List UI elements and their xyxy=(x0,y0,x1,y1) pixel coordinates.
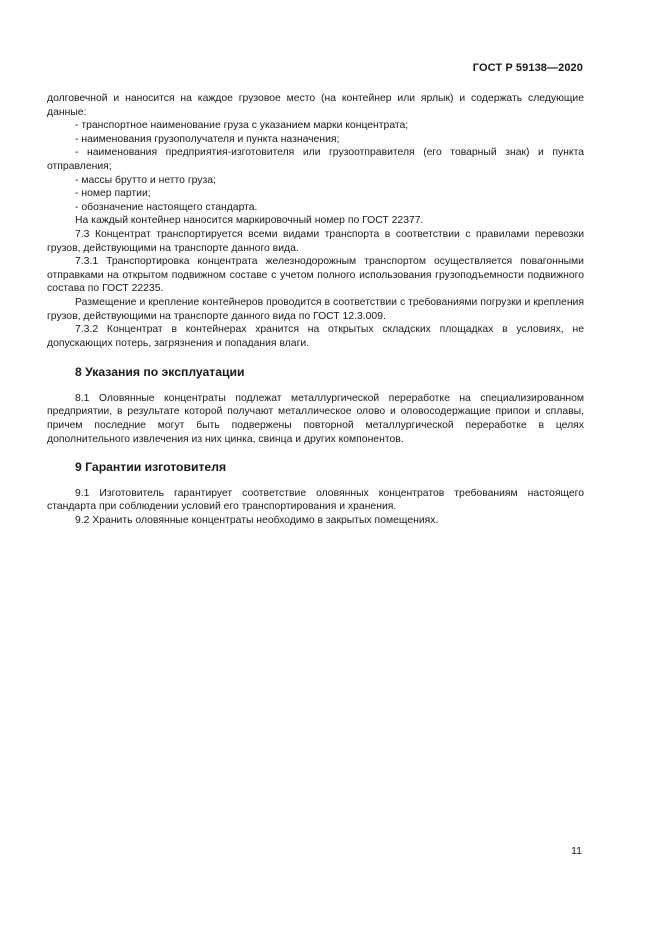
paragraph-7-3-2: 7.3.2 Концентрат в контейнерах хранится на открытых складских площадках в условиях, не допускающих потерь, загрязнения и попадания влаги. xyxy=(47,324,584,349)
list-item: - номер партии; xyxy=(75,188,151,200)
list-item: - обозначение настоящего стандарта. xyxy=(75,201,258,213)
list-item: - наименования предприятия-изготовителя или грузоотправителя (его товарный знак) и пункта отправления; xyxy=(47,147,584,172)
section-8-heading: 8 Указания по эксплуатации xyxy=(75,365,245,380)
list-item: - наименования грузополучателя и пункта назначения; xyxy=(75,133,340,145)
list-item: - транспортное наименование груза с указанием марки концентрата; xyxy=(75,120,409,132)
paragraph-container-number: На каждый контейнер наносится маркировочный номер по ГОСТ 22377. xyxy=(75,215,424,227)
section-9-heading: 9 Гарантии изготовителя xyxy=(75,460,227,475)
paragraph-7-3: 7.3 Концентрат транспортируется всеми видами транспорта в соответствии с правилами перевозки грузов, действующими на транспорте данного вида. xyxy=(47,228,584,254)
page-number: 11 xyxy=(571,845,582,857)
paragraph-9-1: 9.1 Изготовитель гарантирует соответствие оловянных концентратов требованиям настоящего стандарта при соблюдении условий его транспортирования и хранения. xyxy=(47,487,584,513)
paragraph-placement: Размещение и крепление контейнеров проводится в соответствии с требованиями погрузки и крепления грузов, действующими на транспорте данного вида по ГОСТ 12.3.009. xyxy=(47,296,584,322)
paragraph-9-2: 9.2 Хранить оловянные концентраты необходимо в закрытых помещениях. xyxy=(75,515,439,527)
paragraph-8-1: 8.1 Оловянные концентраты подлежат металлургической переработке на специализированном предприятии, в результате которой получают металлическое олово и оловосодержащие припои и сплавы, причем последние могут быть подвержены повторной металлургической переработке в целях дополнительного извлечения из них цинка, свинца и других компонентов. xyxy=(47,392,584,445)
paragraph-7-3-1: 7.3.1 Транспортировка концентрата железнодорожным транспортом осуществляется повагонными отправками на открытом подвижном составе с учетом полного использования грузоподъемности подвижного состава по ГОСТ 22235. xyxy=(47,256,584,295)
document-header-id: ГОСТ Р 59138—2020 xyxy=(472,62,583,74)
list-item: - массы брутто и нетто груза; xyxy=(75,174,216,186)
document-body xyxy=(47,92,584,528)
paragraph-marking-continued: долговечной и наносится на каждое грузовое место (на контейнер или ярлык) и содержать следующие данные: xyxy=(47,93,584,118)
